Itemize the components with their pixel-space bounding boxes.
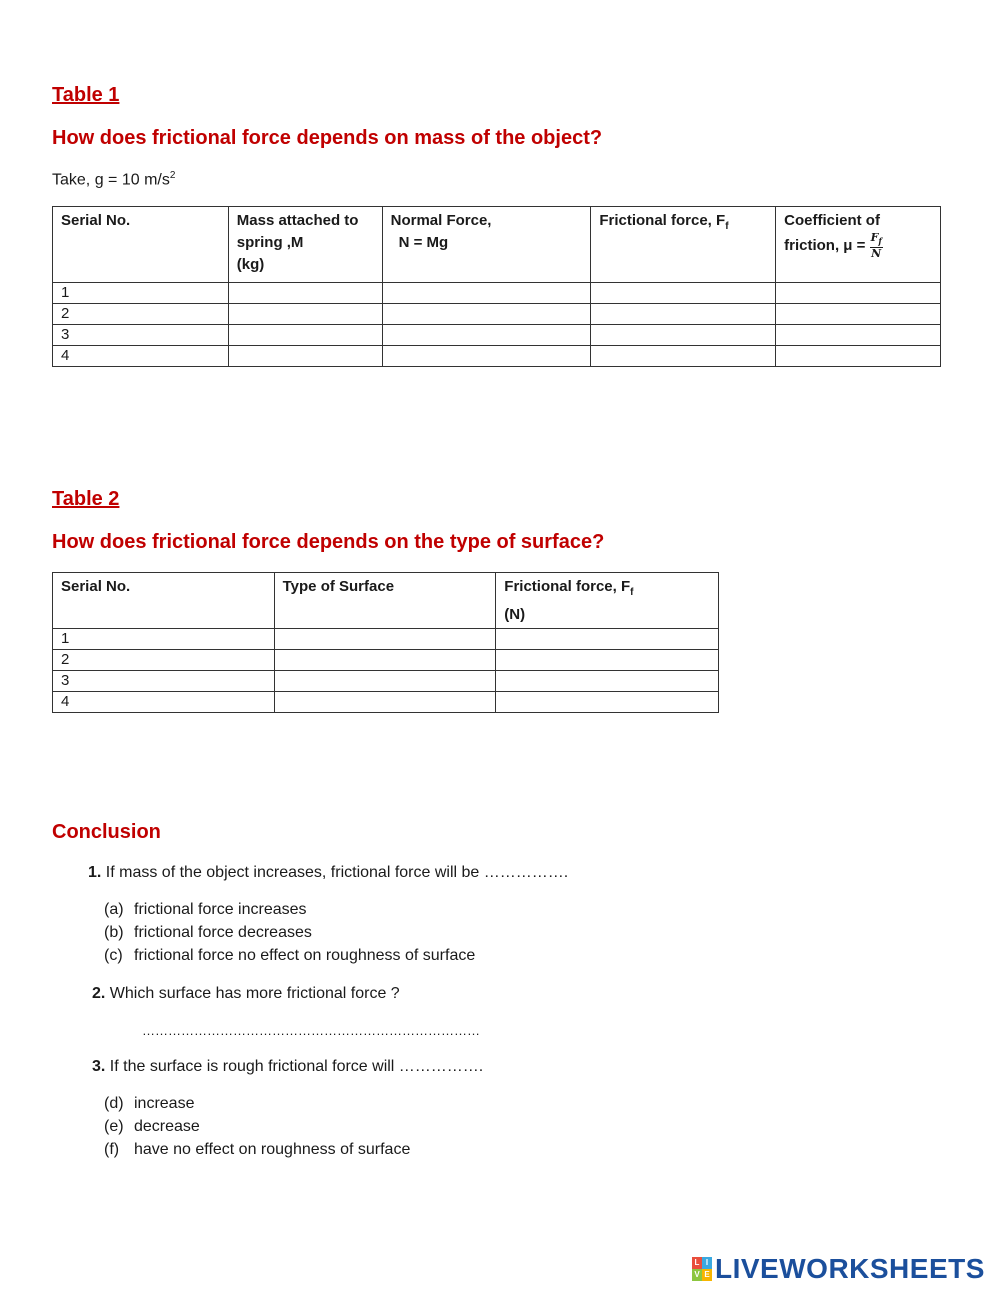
serial-cell: 4 — [53, 692, 275, 713]
header-friction-unit: (N) — [504, 606, 526, 623]
table1-header-row — [53, 207, 941, 283]
option-b[interactable] — [104, 922, 475, 944]
table-row — [53, 629, 719, 650]
option-text: frictional force no effect on roughness of surface — [134, 947, 476, 964]
serial-cell: 3 — [53, 325, 229, 346]
friction-cell[interactable] — [591, 283, 776, 304]
option-e[interactable] — [104, 1116, 410, 1138]
table-row — [53, 650, 719, 671]
option-letter: (b) — [104, 924, 124, 941]
option-letter: (f) — [104, 1141, 120, 1158]
friction-cell[interactable] — [496, 692, 719, 713]
question-2 — [92, 983, 400, 1005]
mass-cell[interactable] — [228, 325, 382, 346]
gravity-exponent: 2 — [169, 170, 176, 181]
option-letter: (a) — [104, 901, 124, 918]
normal-cell[interactable] — [382, 346, 591, 367]
question-2-number: 2. — [92, 985, 106, 1002]
mu-num-letter: F — [870, 231, 879, 244]
table-row — [53, 671, 719, 692]
header-serial — [53, 573, 275, 629]
liveworksheets-logo — [692, 1252, 985, 1286]
header-friction-sub: f — [725, 221, 729, 232]
friction-cell[interactable] — [496, 650, 719, 671]
question-2-text: Which surface has more frictional force ? — [109, 985, 400, 1002]
friction-cell[interactable] — [591, 304, 776, 325]
normal-cell[interactable] — [382, 283, 591, 304]
conclusion-heading: Conclusion — [52, 821, 161, 843]
option-text: frictional force increases — [134, 901, 307, 918]
table1-question: How does frictional force depends on mass of the object? — [52, 127, 603, 149]
mu-fraction — [870, 232, 883, 260]
friction-cell[interactable] — [591, 325, 776, 346]
option-letter: (c) — [104, 947, 123, 964]
table-row — [53, 283, 941, 304]
header-coefficient — [776, 207, 941, 283]
mass-cell[interactable] — [228, 283, 382, 304]
question-3-options — [104, 1093, 410, 1161]
coefficient-cell[interactable] — [776, 283, 941, 304]
option-f[interactable] — [104, 1139, 410, 1161]
header-surface-label: Type of Surface — [282, 578, 395, 595]
question-3 — [92, 1056, 483, 1078]
question-1 — [88, 862, 568, 884]
logo-blocks-icon — [692, 1257, 712, 1281]
friction-cell[interactable] — [496, 671, 719, 692]
header-normal-line2: N = Mg — [398, 234, 449, 251]
serial-cell: 1 — [53, 629, 275, 650]
question-3-text: If the surface is rough frictional force will ……………. — [109, 1058, 484, 1075]
logo-text: LIVEWORKSHEETS — [715, 1253, 985, 1284]
option-text: have no effect on roughness of surface — [134, 1141, 411, 1158]
header-mass-line1: Mass attached to — [236, 212, 359, 229]
table-row — [53, 692, 719, 713]
gravity-note — [52, 170, 175, 189]
table-row — [53, 346, 941, 367]
option-a[interactable] — [104, 899, 475, 921]
table2-question: How does frictional force depends on the type of surface? — [52, 531, 605, 553]
serial-cell: 2 — [53, 304, 229, 325]
serial-cell: 2 — [53, 650, 275, 671]
header-serial-label: Serial No. — [61, 212, 131, 229]
logo-block: E — [702, 1269, 712, 1281]
header-normal-force — [382, 207, 591, 283]
option-text: frictional force decreases — [134, 924, 312, 941]
table2-header-row — [53, 573, 719, 629]
surface-cell[interactable] — [274, 650, 496, 671]
serial-cell: 1 — [53, 283, 229, 304]
header-mass-line3: (kg) — [236, 256, 265, 273]
header-frictional-force — [496, 573, 719, 629]
option-d[interactable] — [104, 1093, 410, 1115]
table-row — [53, 304, 941, 325]
logo-block: I — [702, 1257, 712, 1269]
header-coef-line1: Coefficient of — [784, 212, 880, 229]
normal-cell[interactable] — [382, 304, 591, 325]
serial-cell: 3 — [53, 671, 275, 692]
header-friction-label: Frictional force, F — [599, 212, 726, 229]
mu-denominator: N — [871, 247, 882, 261]
serial-cell: 4 — [53, 346, 229, 367]
header-serial — [53, 207, 229, 283]
question-3-number: 3. — [92, 1058, 106, 1075]
coefficient-cell[interactable] — [776, 325, 941, 346]
surface-cell[interactable] — [274, 671, 496, 692]
mu-numerator — [870, 232, 883, 248]
option-letter: (e) — [104, 1118, 124, 1135]
table2 — [52, 572, 719, 713]
surface-cell[interactable] — [274, 692, 496, 713]
table1 — [52, 206, 941, 367]
friction-cell[interactable] — [496, 629, 719, 650]
option-text: decrease — [134, 1118, 200, 1135]
header-surface — [274, 573, 496, 629]
surface-cell[interactable] — [274, 629, 496, 650]
table2-heading: Table 2 — [52, 488, 120, 510]
table1-heading: Table 1 — [52, 84, 120, 106]
normal-cell[interactable] — [382, 325, 591, 346]
friction-cell[interactable] — [591, 346, 776, 367]
coefficient-cell[interactable] — [776, 346, 941, 367]
header-frictional-force — [591, 207, 776, 283]
header-friction-sub: f — [630, 587, 634, 598]
question-1-number: 1. — [88, 864, 102, 881]
header-serial-label: Serial No. — [61, 578, 131, 595]
question-2-answer-line[interactable]: …………………………………………………………………… — [142, 1023, 480, 1038]
mass-cell[interactable] — [228, 304, 382, 325]
coefficient-cell[interactable] — [776, 304, 941, 325]
mu-num-sub: f — [878, 236, 882, 247]
question-1-options — [104, 899, 475, 967]
option-c[interactable] — [104, 945, 475, 967]
option-letter: (d) — [104, 1095, 124, 1112]
question-1-text: If mass of the object increases, frictional force will be ……………. — [105, 864, 569, 881]
table-row — [53, 325, 941, 346]
gravity-text: Take, g = 10 m/s — [52, 171, 170, 189]
header-mass — [228, 207, 382, 283]
option-text: increase — [134, 1095, 195, 1112]
header-friction-label: Frictional force, F — [504, 578, 631, 595]
header-coef-text: friction, μ = — [784, 237, 866, 255]
header-mass-line2: spring ,M — [236, 234, 304, 251]
logo-block: L — [692, 1257, 702, 1269]
mass-cell[interactable] — [228, 346, 382, 367]
header-coef-line2 — [784, 232, 932, 260]
logo-block: V — [692, 1269, 702, 1281]
header-normal-line1: Normal Force, — [390, 212, 492, 229]
